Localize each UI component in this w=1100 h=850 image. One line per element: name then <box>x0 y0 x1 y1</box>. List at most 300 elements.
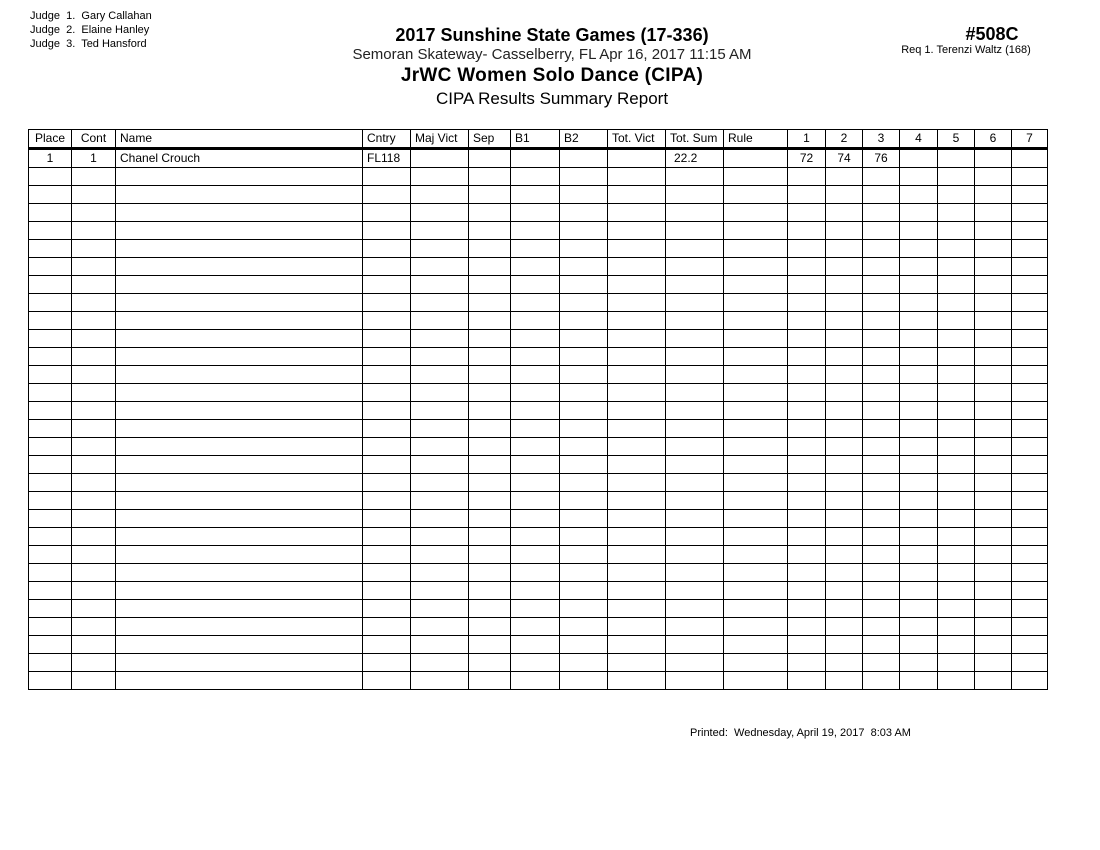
empty-cell <box>363 402 411 420</box>
empty-cell <box>72 600 116 618</box>
empty-cell <box>116 546 363 564</box>
empty-cell <box>469 420 511 438</box>
empty-cell <box>72 312 116 330</box>
empty-cell <box>900 528 938 546</box>
empty-cell <box>72 186 116 204</box>
empty-cell <box>29 402 72 420</box>
empty-cell <box>863 186 900 204</box>
empty-cell <box>863 564 900 582</box>
empty-cell <box>975 672 1012 690</box>
empty-cell <box>560 276 608 294</box>
empty-cell <box>560 438 608 456</box>
empty-cell <box>29 510 72 528</box>
empty-cell <box>938 438 975 456</box>
empty-cell <box>900 600 938 618</box>
empty-cell <box>863 402 900 420</box>
empty-cell <box>72 564 116 582</box>
empty-cell <box>72 402 116 420</box>
empty-cell <box>1012 600 1048 618</box>
empty-cell <box>724 438 788 456</box>
empty-cell <box>1012 330 1048 348</box>
empty-cell <box>900 384 938 402</box>
empty-cell <box>560 528 608 546</box>
empty-cell <box>116 366 363 384</box>
empty-cell <box>863 546 900 564</box>
empty-cell <box>666 348 724 366</box>
empty-cell <box>863 492 900 510</box>
empty-cell <box>666 438 724 456</box>
empty-cell <box>1012 510 1048 528</box>
empty-cell <box>511 474 560 492</box>
empty-cell <box>724 546 788 564</box>
empty-cell <box>116 564 363 582</box>
table-row-empty <box>29 384 1048 402</box>
empty-cell <box>900 456 938 474</box>
empty-cell <box>560 420 608 438</box>
empty-cell <box>29 384 72 402</box>
empty-cell <box>363 204 411 222</box>
empty-cell <box>938 528 975 546</box>
empty-cell <box>560 636 608 654</box>
empty-cell <box>863 348 900 366</box>
table-row-empty <box>29 438 1048 456</box>
empty-cell <box>938 258 975 276</box>
empty-cell <box>1012 582 1048 600</box>
empty-cell <box>608 294 666 312</box>
empty-cell <box>469 510 511 528</box>
empty-cell <box>975 312 1012 330</box>
cell-j7 <box>1012 149 1048 168</box>
empty-cell <box>975 582 1012 600</box>
empty-cell <box>511 582 560 600</box>
table-row-empty <box>29 546 1048 564</box>
empty-cell <box>863 330 900 348</box>
empty-cell <box>826 402 863 420</box>
empty-cell <box>1012 438 1048 456</box>
empty-cell <box>116 330 363 348</box>
table-row-empty <box>29 672 1048 690</box>
report-title-block <box>280 24 824 110</box>
empty-cell <box>116 456 363 474</box>
empty-cell <box>469 564 511 582</box>
empty-cell <box>608 438 666 456</box>
empty-cell <box>469 330 511 348</box>
empty-cell <box>363 168 411 186</box>
empty-cell <box>411 276 469 294</box>
empty-cell <box>29 258 72 276</box>
empty-cell <box>788 672 826 690</box>
empty-cell <box>788 420 826 438</box>
empty-cell <box>666 312 724 330</box>
table-row-empty <box>29 636 1048 654</box>
empty-cell <box>724 330 788 348</box>
empty-cell <box>560 294 608 312</box>
event-title: JrWC Women Solo Dance (CIPA) <box>400 65 704 86</box>
empty-cell <box>72 276 116 294</box>
empty-cell <box>975 564 1012 582</box>
empty-cell <box>900 510 938 528</box>
empty-cell <box>116 672 363 690</box>
empty-cell <box>608 492 666 510</box>
empty-cell <box>724 528 788 546</box>
empty-cell <box>363 330 411 348</box>
empty-cell <box>29 276 72 294</box>
empty-cell <box>1012 294 1048 312</box>
empty-cell <box>116 204 363 222</box>
empty-cell <box>938 600 975 618</box>
empty-cell <box>863 510 900 528</box>
empty-cell <box>608 636 666 654</box>
empty-cell <box>1012 204 1048 222</box>
empty-cell <box>863 258 900 276</box>
empty-cell <box>29 348 72 366</box>
empty-cell <box>788 330 826 348</box>
empty-cell <box>900 546 938 564</box>
cell-b1 <box>511 149 560 168</box>
empty-cell <box>469 636 511 654</box>
empty-cell <box>724 510 788 528</box>
empty-cell <box>900 330 938 348</box>
empty-cell <box>938 204 975 222</box>
empty-cell <box>788 294 826 312</box>
empty-cell <box>72 636 116 654</box>
empty-cell <box>666 510 724 528</box>
empty-cell <box>72 582 116 600</box>
empty-cell <box>975 510 1012 528</box>
empty-cell <box>724 420 788 438</box>
empty-cell <box>788 240 826 258</box>
empty-cell <box>411 258 469 276</box>
empty-cell <box>29 330 72 348</box>
empty-cell <box>363 240 411 258</box>
empty-cell <box>724 312 788 330</box>
empty-cell <box>666 294 724 312</box>
column-header: Tot. Sum <box>666 130 724 149</box>
empty-cell <box>788 492 826 510</box>
empty-cell <box>411 402 469 420</box>
empty-cell <box>975 474 1012 492</box>
empty-cell <box>724 222 788 240</box>
empty-cell <box>469 168 511 186</box>
empty-cell <box>666 384 724 402</box>
empty-cell <box>72 348 116 366</box>
column-header: 3 <box>863 130 900 149</box>
empty-cell <box>975 384 1012 402</box>
column-header: 2 <box>826 130 863 149</box>
empty-cell <box>724 276 788 294</box>
empty-cell <box>116 348 363 366</box>
empty-cell <box>608 186 666 204</box>
empty-cell <box>1012 384 1048 402</box>
empty-cell <box>1012 366 1048 384</box>
empty-cell <box>724 348 788 366</box>
empty-cell <box>608 348 666 366</box>
empty-cell <box>560 240 608 258</box>
table-row-empty <box>29 258 1048 276</box>
empty-cell <box>788 348 826 366</box>
table-row-empty <box>29 474 1048 492</box>
empty-cell <box>900 204 938 222</box>
empty-cell <box>29 546 72 564</box>
empty-cell <box>363 672 411 690</box>
empty-cell <box>116 258 363 276</box>
empty-cell <box>826 600 863 618</box>
cell-tot-vict <box>608 149 666 168</box>
empty-cell <box>608 402 666 420</box>
empty-cell <box>411 294 469 312</box>
empty-cell <box>72 204 116 222</box>
empty-cell <box>116 402 363 420</box>
empty-cell <box>29 366 72 384</box>
empty-cell <box>724 168 788 186</box>
empty-cell <box>560 672 608 690</box>
empty-cell <box>560 582 608 600</box>
empty-cell <box>363 312 411 330</box>
empty-cell <box>511 258 560 276</box>
empty-cell <box>511 330 560 348</box>
table-row-empty <box>29 456 1048 474</box>
empty-cell <box>788 474 826 492</box>
empty-cell <box>469 402 511 420</box>
empty-cell <box>826 348 863 366</box>
empty-cell <box>900 222 938 240</box>
table-row-empty <box>29 366 1048 384</box>
empty-cell <box>608 204 666 222</box>
empty-cell <box>1012 258 1048 276</box>
empty-cell <box>469 276 511 294</box>
empty-cell <box>788 438 826 456</box>
empty-cell <box>938 366 975 384</box>
empty-cell <box>900 402 938 420</box>
empty-cell <box>938 348 975 366</box>
empty-cell <box>363 294 411 312</box>
empty-cell <box>666 582 724 600</box>
empty-cell <box>724 240 788 258</box>
column-header: B2 <box>560 130 608 149</box>
empty-cell <box>666 168 724 186</box>
empty-cell <box>363 348 411 366</box>
empty-cell <box>975 366 1012 384</box>
empty-cell <box>411 420 469 438</box>
empty-cell <box>724 636 788 654</box>
empty-cell <box>900 294 938 312</box>
empty-cell <box>560 168 608 186</box>
empty-cell <box>511 438 560 456</box>
empty-cell <box>608 312 666 330</box>
empty-cell <box>411 312 469 330</box>
empty-cell <box>72 330 116 348</box>
empty-cell <box>788 654 826 672</box>
empty-cell <box>116 438 363 456</box>
empty-cell <box>560 546 608 564</box>
empty-cell <box>1012 240 1048 258</box>
empty-cell <box>511 510 560 528</box>
empty-cell <box>116 222 363 240</box>
empty-cell <box>29 672 72 690</box>
empty-cell <box>363 582 411 600</box>
empty-cell <box>826 438 863 456</box>
empty-cell <box>900 438 938 456</box>
empty-cell <box>724 294 788 312</box>
empty-cell <box>560 384 608 402</box>
table-row-empty <box>29 528 1048 546</box>
empty-cell <box>975 186 1012 204</box>
column-header: 6 <box>975 130 1012 149</box>
empty-cell <box>826 456 863 474</box>
empty-cell <box>900 492 938 510</box>
empty-cell <box>116 240 363 258</box>
empty-cell <box>72 222 116 240</box>
empty-cell <box>1012 492 1048 510</box>
empty-cell <box>900 348 938 366</box>
empty-cell <box>411 654 469 672</box>
empty-cell <box>560 564 608 582</box>
empty-cell <box>560 402 608 420</box>
empty-cell <box>788 600 826 618</box>
empty-cell <box>1012 402 1048 420</box>
empty-cell <box>900 312 938 330</box>
empty-cell <box>900 240 938 258</box>
table-row-empty <box>29 168 1048 186</box>
empty-cell <box>826 330 863 348</box>
empty-cell <box>666 456 724 474</box>
empty-cell <box>863 456 900 474</box>
empty-cell <box>511 348 560 366</box>
table-row-empty <box>29 618 1048 636</box>
empty-cell <box>511 186 560 204</box>
empty-cell <box>938 564 975 582</box>
empty-cell <box>1012 456 1048 474</box>
cell-j2: 74 <box>826 149 863 168</box>
empty-cell <box>900 258 938 276</box>
empty-cell <box>826 420 863 438</box>
empty-cell <box>938 402 975 420</box>
cell-j3: 76 <box>863 149 900 168</box>
empty-cell <box>469 582 511 600</box>
empty-cell <box>975 492 1012 510</box>
empty-cell <box>469 438 511 456</box>
empty-cell <box>560 474 608 492</box>
empty-cell <box>975 240 1012 258</box>
empty-cell <box>116 510 363 528</box>
empty-cell <box>826 636 863 654</box>
empty-cell <box>900 276 938 294</box>
empty-cell <box>788 456 826 474</box>
empty-cell <box>863 276 900 294</box>
empty-cell <box>116 420 363 438</box>
empty-cell <box>826 204 863 222</box>
column-header: 1 <box>788 130 826 149</box>
empty-cell <box>560 186 608 204</box>
empty-cell <box>938 582 975 600</box>
empty-cell <box>116 654 363 672</box>
empty-cell <box>788 402 826 420</box>
empty-cell <box>938 618 975 636</box>
empty-cell <box>29 564 72 582</box>
empty-cell <box>788 510 826 528</box>
empty-cell <box>363 618 411 636</box>
cell-j6 <box>975 149 1012 168</box>
empty-cell <box>29 600 72 618</box>
empty-cell <box>29 492 72 510</box>
empty-cell <box>72 294 116 312</box>
empty-cell <box>788 222 826 240</box>
empty-cell <box>469 492 511 510</box>
empty-cell <box>938 474 975 492</box>
empty-cell <box>900 186 938 204</box>
empty-cell <box>608 474 666 492</box>
empty-cell <box>975 420 1012 438</box>
empty-cell <box>938 294 975 312</box>
empty-cell <box>975 636 1012 654</box>
empty-cell <box>863 312 900 330</box>
empty-cell <box>863 600 900 618</box>
empty-cell <box>938 492 975 510</box>
empty-cell <box>666 492 724 510</box>
column-header: Name <box>116 130 363 149</box>
empty-cell <box>411 510 469 528</box>
empty-cell <box>469 456 511 474</box>
empty-cell <box>363 438 411 456</box>
table-row-empty <box>29 204 1048 222</box>
empty-cell <box>666 240 724 258</box>
empty-cell <box>29 168 72 186</box>
empty-cell <box>411 600 469 618</box>
empty-cell <box>666 564 724 582</box>
empty-cell <box>72 366 116 384</box>
empty-cell <box>29 528 72 546</box>
empty-cell <box>788 258 826 276</box>
empty-cell <box>469 618 511 636</box>
empty-cell <box>788 366 826 384</box>
empty-cell <box>511 384 560 402</box>
column-header: 5 <box>938 130 975 149</box>
empty-cell <box>608 222 666 240</box>
empty-cell <box>469 258 511 276</box>
empty-cell <box>608 258 666 276</box>
empty-cell <box>826 222 863 240</box>
table-row-empty <box>29 222 1048 240</box>
empty-cell <box>608 528 666 546</box>
empty-cell <box>826 492 863 510</box>
empty-cell <box>863 582 900 600</box>
empty-cell <box>938 420 975 438</box>
empty-cell <box>29 204 72 222</box>
empty-cell <box>363 384 411 402</box>
empty-cell <box>608 456 666 474</box>
empty-cell <box>788 564 826 582</box>
empty-cell <box>666 204 724 222</box>
empty-cell <box>560 600 608 618</box>
empty-cell <box>29 636 72 654</box>
column-header: Tot. Vict <box>608 130 666 149</box>
empty-cell <box>788 618 826 636</box>
empty-cell <box>975 654 1012 672</box>
empty-cell <box>724 492 788 510</box>
empty-cell <box>826 384 863 402</box>
empty-cell <box>666 600 724 618</box>
empty-cell <box>363 600 411 618</box>
empty-cell <box>724 366 788 384</box>
empty-cell <box>511 402 560 420</box>
empty-cell <box>511 600 560 618</box>
empty-cell <box>363 654 411 672</box>
column-header: Sep <box>469 130 511 149</box>
empty-cell <box>511 294 560 312</box>
empty-cell <box>900 474 938 492</box>
empty-cell <box>116 384 363 402</box>
empty-cell <box>469 294 511 312</box>
